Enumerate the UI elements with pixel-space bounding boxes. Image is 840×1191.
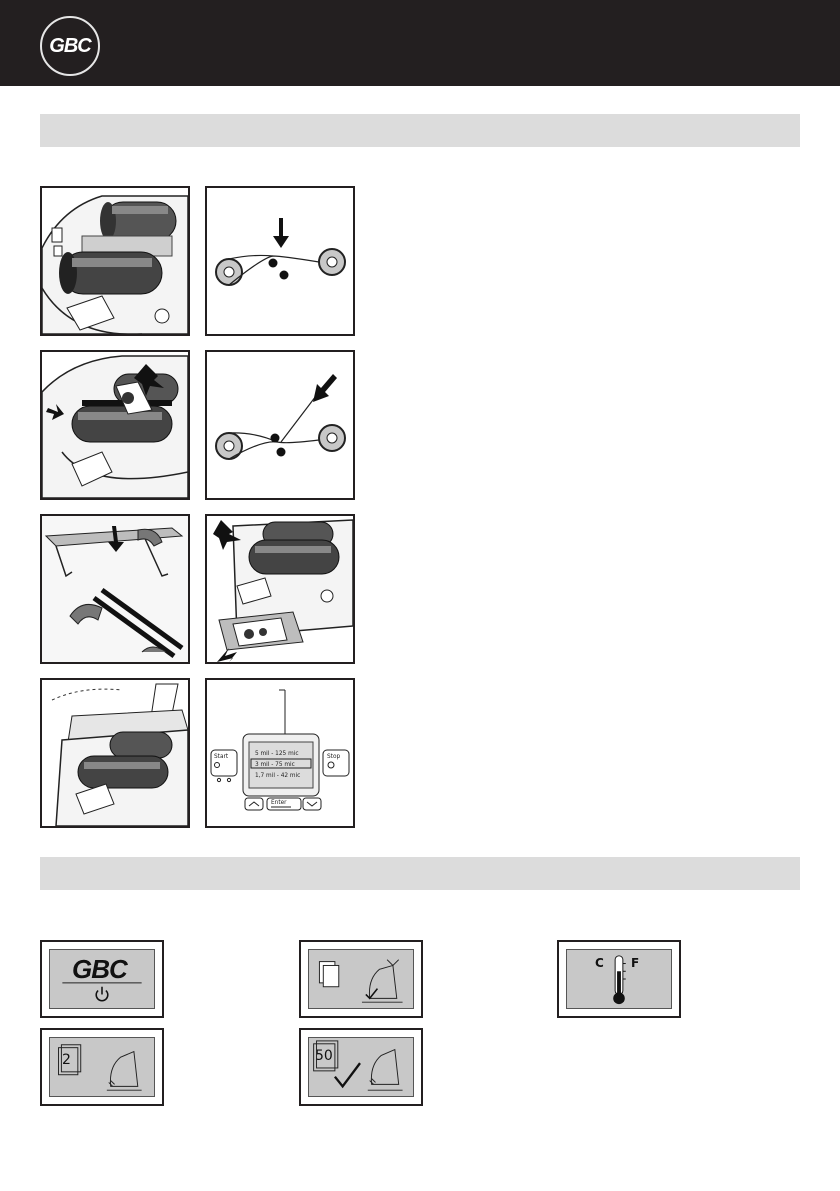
control-panel-illustration bbox=[205, 678, 355, 828]
step3-guide-illustration bbox=[40, 514, 190, 664]
celsius-label: C bbox=[595, 956, 604, 970]
lcd-brand-text: GBC bbox=[72, 954, 127, 984]
menu-line-1: 5 mil - 125 mic bbox=[255, 751, 299, 757]
step3-pocket-output-illustration bbox=[205, 514, 355, 664]
arrow-down-icon bbox=[313, 374, 337, 402]
thermometer-icon bbox=[613, 956, 626, 1004]
step1-film-path-diagram bbox=[205, 186, 355, 336]
up-button bbox=[245, 798, 263, 810]
lcd-temperature bbox=[557, 940, 681, 1018]
checkmark-icon bbox=[366, 989, 378, 999]
lcd-pocket-ready bbox=[299, 940, 423, 1018]
gbc-logo: GBC bbox=[40, 16, 100, 76]
page-header bbox=[0, 0, 840, 86]
step4-closed-machine-illustration bbox=[40, 678, 190, 828]
step2-machine-illustration bbox=[40, 350, 190, 500]
menu-line-2: 3 mil - 75 mic bbox=[255, 762, 295, 768]
power-icon bbox=[96, 987, 108, 1001]
setup-section-bar bbox=[40, 114, 800, 147]
enter-label: Enter bbox=[271, 800, 287, 806]
start-label: Start bbox=[214, 754, 229, 760]
stop-label: Stop bbox=[327, 754, 341, 760]
display-section-bar bbox=[40, 857, 800, 890]
arrow-down-icon bbox=[273, 218, 289, 248]
counter-small-value: 2 bbox=[62, 1052, 71, 1068]
machine-open-rollers-icon bbox=[42, 188, 188, 334]
step2-film-path-diagram bbox=[205, 350, 355, 500]
checkmark-icon bbox=[335, 1063, 360, 1086]
counter-large-value: 50 bbox=[315, 1048, 333, 1064]
lcd-counter-small bbox=[40, 1028, 164, 1106]
step1-machine-illustration bbox=[40, 186, 190, 336]
lcd-counter-large bbox=[299, 1028, 423, 1106]
lcd-brand-screen bbox=[40, 940, 164, 1018]
pocket-counter-check-icon bbox=[371, 1050, 398, 1085]
fahrenheit-label: F bbox=[631, 956, 640, 970]
menu-line-3: 1,7 mil - 42 mic bbox=[255, 773, 301, 779]
pocket-counter-icon bbox=[110, 1052, 137, 1087]
down-button bbox=[303, 798, 321, 810]
